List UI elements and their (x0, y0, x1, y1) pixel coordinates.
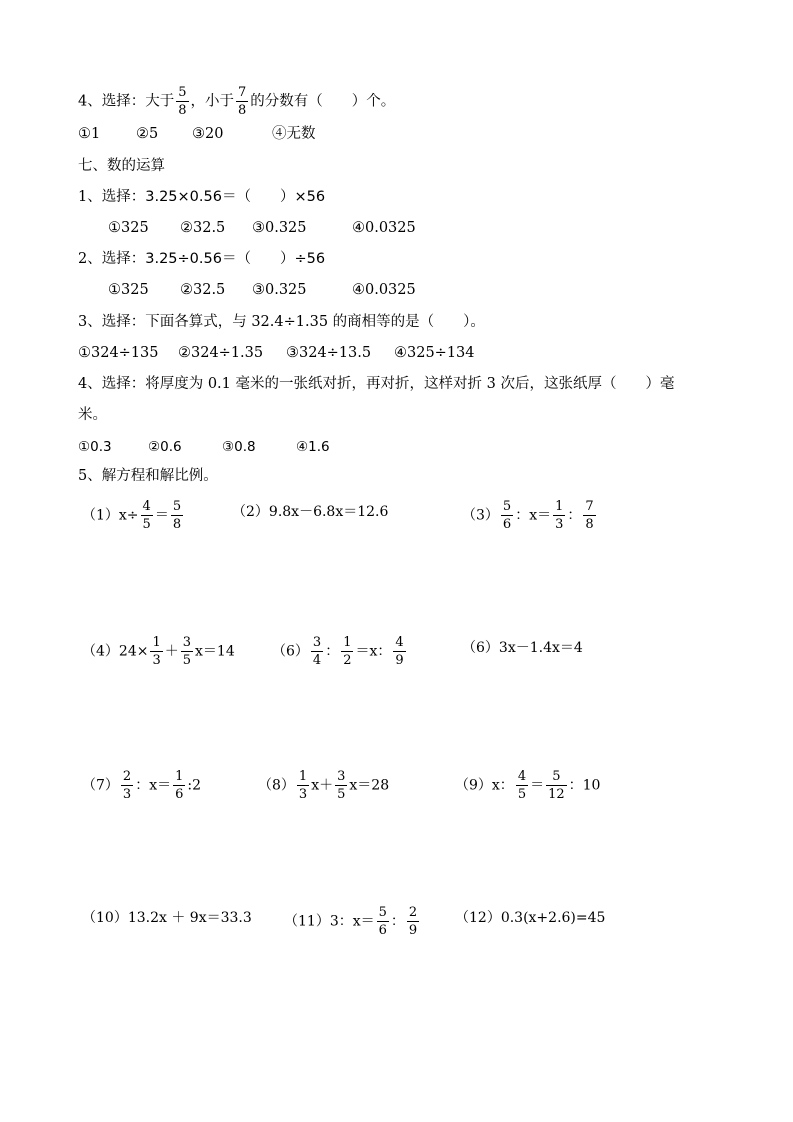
question-text: 的分数有（ ）个。 (250, 93, 396, 110)
option: ④1.6 (296, 439, 330, 455)
fraction: $\frac{5}{8}$ (178, 85, 187, 118)
option: ③0.325 (252, 282, 307, 298)
option: ①325 (108, 282, 149, 298)
equation-5: （6） $\frac{3}{4}$ ： $\frac{1}{2}$ ＝x： $\frac{4}{9}$ (272, 635, 404, 668)
fraction: $\frac{7}{8}$ (238, 85, 247, 118)
option: ①1 (78, 126, 101, 142)
question-5-title: 5、解方程和解比例。 (78, 468, 218, 484)
equation-12: （12）0.3(x+2.6)=45 (455, 910, 606, 926)
question-text: ，小于 (190, 93, 235, 110)
option: ①324÷135 (78, 345, 159, 361)
option: ③20 (192, 126, 224, 142)
equation-10: （10）13.2x ＋ 9x＝33.3 (82, 910, 252, 926)
question-4-fraction (78, 86, 395, 117)
equation-6: （6）3x－1.4x＝4 (462, 640, 583, 656)
question-2: 2、选择：3.25÷0.56＝（ ）÷56 (78, 251, 326, 267)
option: ②0.6 (148, 439, 182, 455)
question-2-options (108, 280, 416, 300)
option: ①325 (108, 220, 149, 236)
question-4-paper-options (78, 437, 330, 457)
option: ①0.3 (78, 439, 112, 455)
question-3-options (78, 343, 475, 363)
question-4-paper: 4、选择：将厚度为 0.1 毫米的一张纸对折，再对折，这样对折 3 次后，这张纸厚（ ）毫 (78, 376, 675, 392)
option: ③0.325 (252, 220, 307, 236)
equation-4: （4）24× $\frac{1}{3}$ ＋ $\frac{3}{5}$ x＝14 (82, 635, 235, 668)
equation-8: （8） $\frac{1}{3}$ x＋ $\frac{3}{5}$ x＝28 (258, 769, 390, 802)
question-4-paper-cont: 米。 (78, 407, 107, 423)
option: ③324÷13.5 (286, 345, 372, 361)
option: ④无数 (272, 126, 316, 142)
section-title: 七、数的运算 (78, 158, 165, 174)
question-text: 4、选择：大于 (78, 93, 175, 110)
question-4-options (78, 124, 316, 144)
equation-1: （1）x÷ $\frac{4}{5}$ ＝ $\frac{5}{8}$ (82, 499, 182, 532)
option: ②5 (136, 126, 159, 142)
option: ④0.0325 (352, 282, 416, 298)
equation-3: （3） $\frac{5}{6}$ ：x＝ $\frac{1}{3}$ ： $\frac{7}{8}$ (462, 499, 594, 532)
question-3: 3、选择：下面各算式，与 32.4÷1.35 的商相等的是（ ）。 (78, 314, 485, 330)
equation-2: （2）9.8x－6.8x＝12.6 (232, 504, 389, 520)
option: ④325÷134 (394, 345, 475, 361)
equation-9: （9）x： $\frac{4}{5}$ ＝ $\frac{5}{12}$ ：10 (455, 769, 601, 802)
option: ②32.5 (180, 220, 226, 236)
equation-11: （11）3：x＝ $\frac{5}{6}$ ： $\frac{2}{9}$ (284, 905, 418, 938)
question-1: 1、选择：3.25×0.56＝（ ）×56 (78, 189, 326, 205)
option: ②32.5 (180, 282, 226, 298)
option: ③0.8 (222, 439, 256, 455)
option: ②324÷1.35 (178, 345, 264, 361)
question-1-options (108, 218, 416, 238)
equation-7: （7） $\frac{2}{3}$ ：x＝ $\frac{1}{6}$ :2 (82, 769, 202, 802)
option: ④0.0325 (352, 220, 416, 236)
